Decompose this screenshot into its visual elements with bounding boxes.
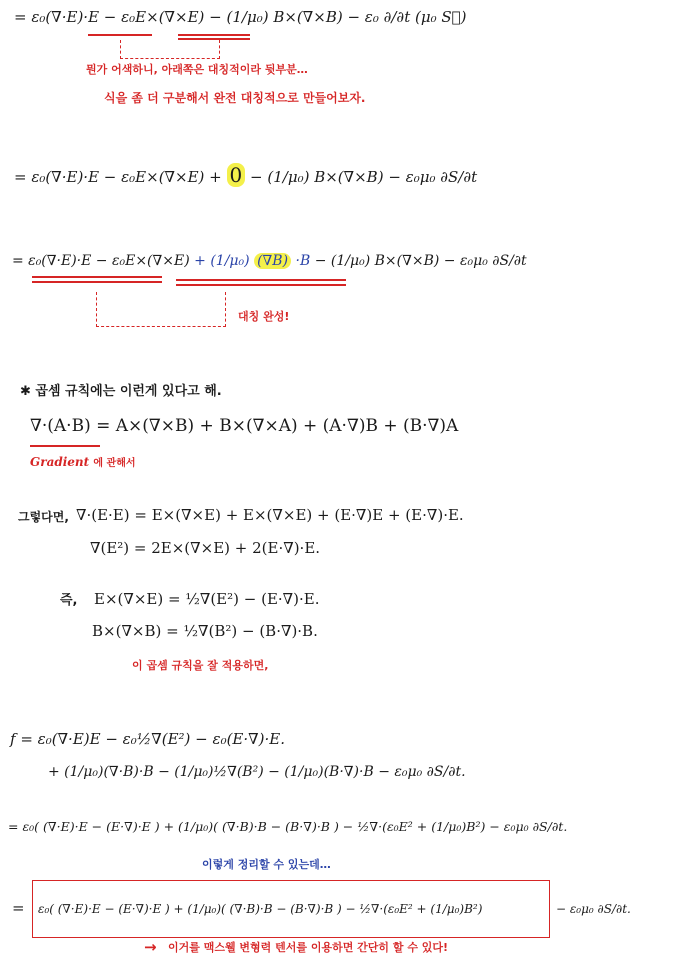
equation-line-12: + (1/μ₀)(∇·B)·B − (1/μ₀)½∇(B²) − (1/μ₀)(B·∇)·B − ε₀μ₀ ∂S/∂t. [48, 764, 466, 780]
equation-line-11: f = ε₀(∇·E)E − ε₀½∇(E²) − ε₀(E·∇)·E. [10, 730, 285, 748]
annotation-note-2: 식을 좀 더 구분해서 완전 대칭적으로 만들어보자. [104, 91, 366, 105]
can-arrange-note: 이렇게 정리할 수 있는데… [202, 858, 331, 871]
equation-line-13: = ε₀( (∇·E)·E − (E·∇)·E ) + (1/μ₀)( (∇·B)·B − (B·∇)·B ) − ½∇·(ε₀E² + (1/μ₀)B²) − ε₀μ₀ ∂S/∂t. [8, 819, 568, 834]
equation-line-14-tail: − ε₀μ₀ ∂S/∂t. [556, 902, 631, 916]
equation-line-10: B×(∇×B) = ½∇(B²) − (B·∇)·B. [92, 622, 318, 640]
gradient-word: Gradient [30, 455, 90, 469]
eq4-part-d: − (1/μ₀) B×(∇×B) − ε₀μ₀ ∂S/∂t [314, 253, 527, 269]
underline-4c [176, 279, 346, 281]
eq3-prefix: = ε₀(∇·E)·E − ε₀E×(∇×E) + [14, 168, 222, 186]
gradient-suffix: 에 관해서 [93, 458, 136, 469]
equation-line-14: ε₀( (∇·E)·E − (E·∇)·E ) + (1/μ₀)( (∇·B)·B − (B·∇)·B ) − ½∇·(ε₀E² + (1/μ₀)B²) [38, 902, 483, 916]
underline-1b [178, 34, 250, 36]
final-arrow: → [144, 938, 157, 956]
then-label: 그렇다면, [18, 510, 69, 524]
dashed-connector-4 [96, 292, 226, 327]
equation-line-3 [14, 165, 477, 185]
eq4-part-a: = ε₀(∇·E)·E − ε₀E×(∇×E) [12, 253, 190, 269]
symmetry-complete-note: 대칭 완성! [238, 310, 290, 323]
product-rule-equation: ∇·(A·B) = A×(∇×B) + B×(∇×A) + (A·∇)B + (B·∇)A [30, 416, 459, 436]
div-b-highlight: (∇B) [254, 253, 291, 269]
dashed-connector-1 [120, 40, 220, 59]
apply-rule-note: 이 곱셈 규칙을 잘 적용하면, [132, 659, 269, 672]
eq4-part-c: ·B [295, 253, 311, 269]
equation-line-8: ∇(E²) = 2E×(∇×E) + 2(E·∇)·E. [90, 539, 321, 557]
equation-line-4 [12, 254, 527, 268]
underline-4b [32, 281, 162, 283]
underline-4a [32, 276, 162, 278]
product-rule-intro: ✱ 곱셈 규칙에는 이런게 있다고 해. [20, 384, 222, 399]
equation-line-14-equals: = [12, 899, 25, 917]
namely-label: 즉, [60, 593, 78, 608]
underline-4d [176, 284, 346, 286]
equation-line-9: E×(∇×E) = ½∇(E²) − (E·∇)·E. [94, 590, 320, 608]
equation-line-7: ∇·(E·E) = E×(∇×E) + E×(∇×E) + (E·∇)E + (E·∇)·E. [76, 506, 464, 524]
maxwell-tensor-note: 이거를 맥스웰 변형력 텐서를 이용하면 간단히 할 수 있다! [168, 941, 449, 954]
underline-1a [88, 34, 152, 36]
eq3-suffix: − (1/μ₀) B×(∇×B) − ε₀μ₀ ∂S/∂t [250, 168, 478, 186]
gradient-underline [30, 445, 100, 447]
gradient-note [30, 456, 136, 469]
eq4-part-b: + (1/μ₀) [194, 253, 250, 269]
annotation-note-1: 뭔가 어색하니, 아래쪽은 대칭적이라 뒷부분… [86, 63, 308, 76]
zero-highlight: 0 [227, 163, 246, 187]
equation-line-1: = ε₀(∇·E)·E − ε₀E×(∇×E) − (1/μ₀) B×(∇×B) − ε₀ ∂/∂t (μ₀ S⃗) [14, 8, 467, 26]
